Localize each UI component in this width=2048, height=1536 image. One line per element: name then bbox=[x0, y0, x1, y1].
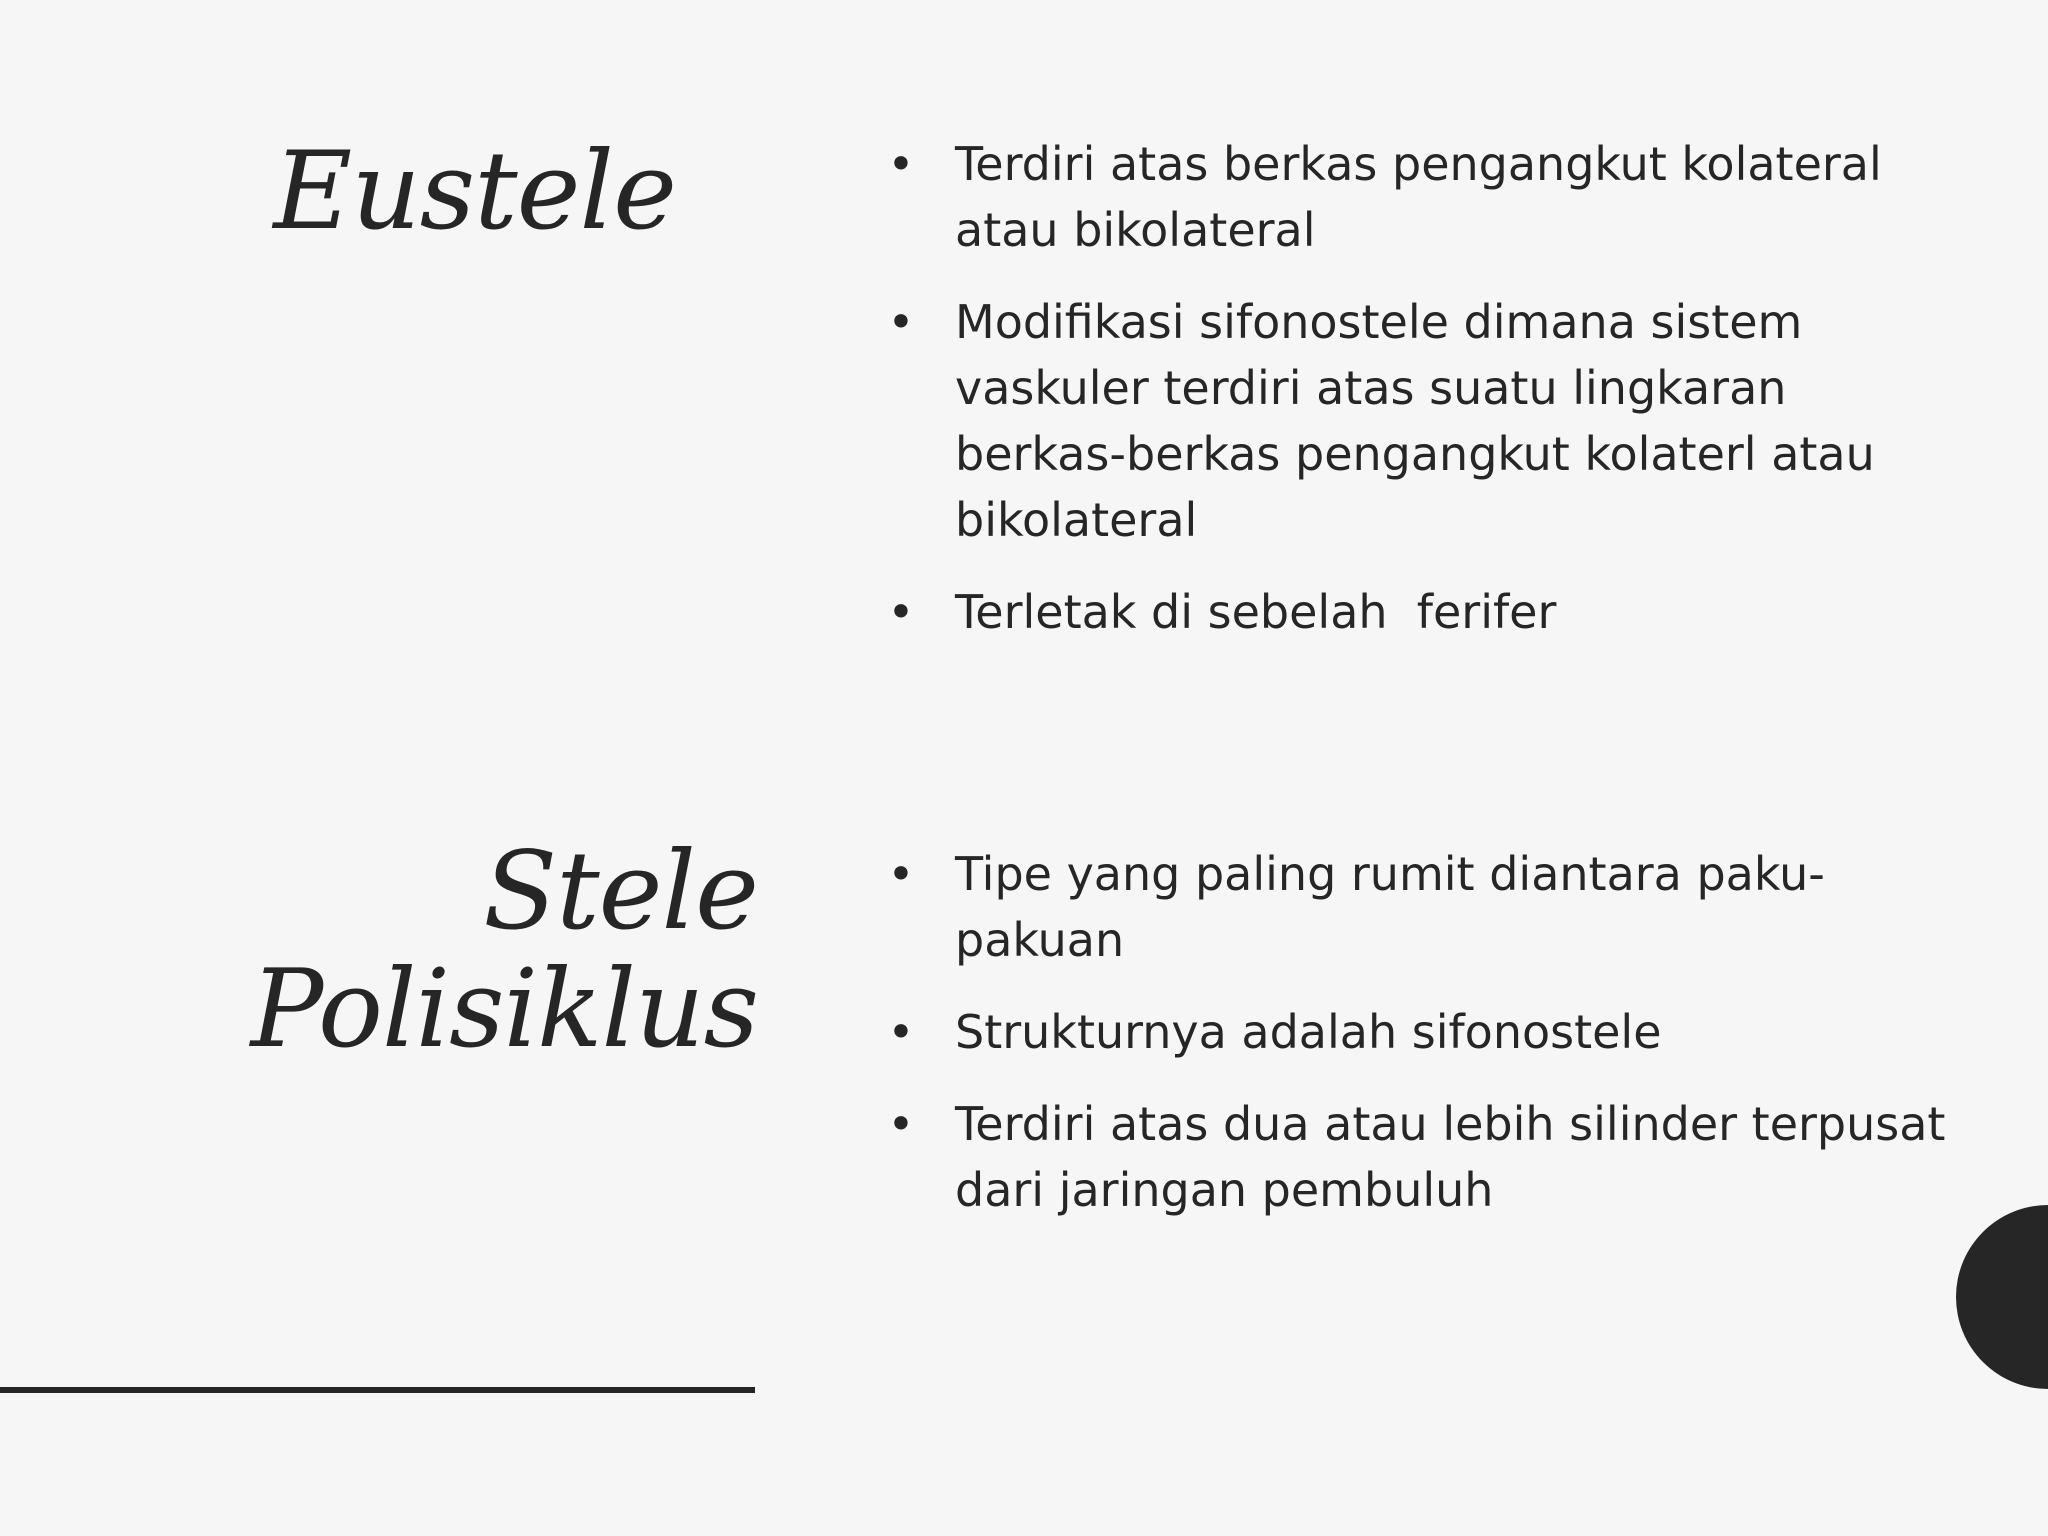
bullet-list-eustele bbox=[886, 131, 1966, 671]
section-title-stele-polisiklus bbox=[250, 829, 758, 1072]
list-item bbox=[886, 999, 1966, 1065]
bullet-dot-icon: • bbox=[887, 295, 915, 349]
bullet-text: Strukturnya adalah sifonostele bbox=[955, 1005, 1662, 1059]
section-title-line: Stele bbox=[483, 829, 758, 954]
list-item bbox=[886, 841, 1966, 973]
list-item bbox=[886, 1091, 1966, 1223]
list-item bbox=[886, 131, 1966, 263]
bullet-text: Terdiri atas berkas pengangkut kolateral atau bikolateral bbox=[955, 137, 1882, 257]
bullet-dot-icon: • bbox=[887, 137, 915, 191]
list-item bbox=[886, 289, 1966, 553]
bullet-text: Terdiri atas dua atau lebih silinder terpusat dari jaringan pembuluh bbox=[955, 1097, 1946, 1217]
bullet-list-stele-polisiklus bbox=[886, 841, 1966, 1249]
section-title-line: Polisiklus bbox=[250, 947, 758, 1072]
section-title-eustele bbox=[273, 129, 676, 254]
section-title-line: Eustele bbox=[273, 129, 676, 254]
bullet-dot-icon: • bbox=[887, 847, 915, 901]
decorative-circle bbox=[1956, 1205, 2048, 1389]
bullet-text: Tipe yang paling rumit diantara paku-pakuan bbox=[955, 847, 1825, 967]
bullet-dot-icon: • bbox=[887, 1005, 915, 1059]
bullet-text: Modifikasi sifonostele dimana sistem vaskuler terdiri atas suatu lingkaran berkas-berkas pengangkut kolaterl atau bikolateral bbox=[955, 295, 1875, 547]
list-item bbox=[886, 579, 1966, 645]
bullet-dot-icon: • bbox=[887, 585, 915, 639]
bullet-text: Terletak di sebelah ferifer bbox=[955, 585, 1557, 639]
divider-line bbox=[0, 1387, 755, 1393]
bullet-dot-icon: • bbox=[887, 1097, 915, 1151]
